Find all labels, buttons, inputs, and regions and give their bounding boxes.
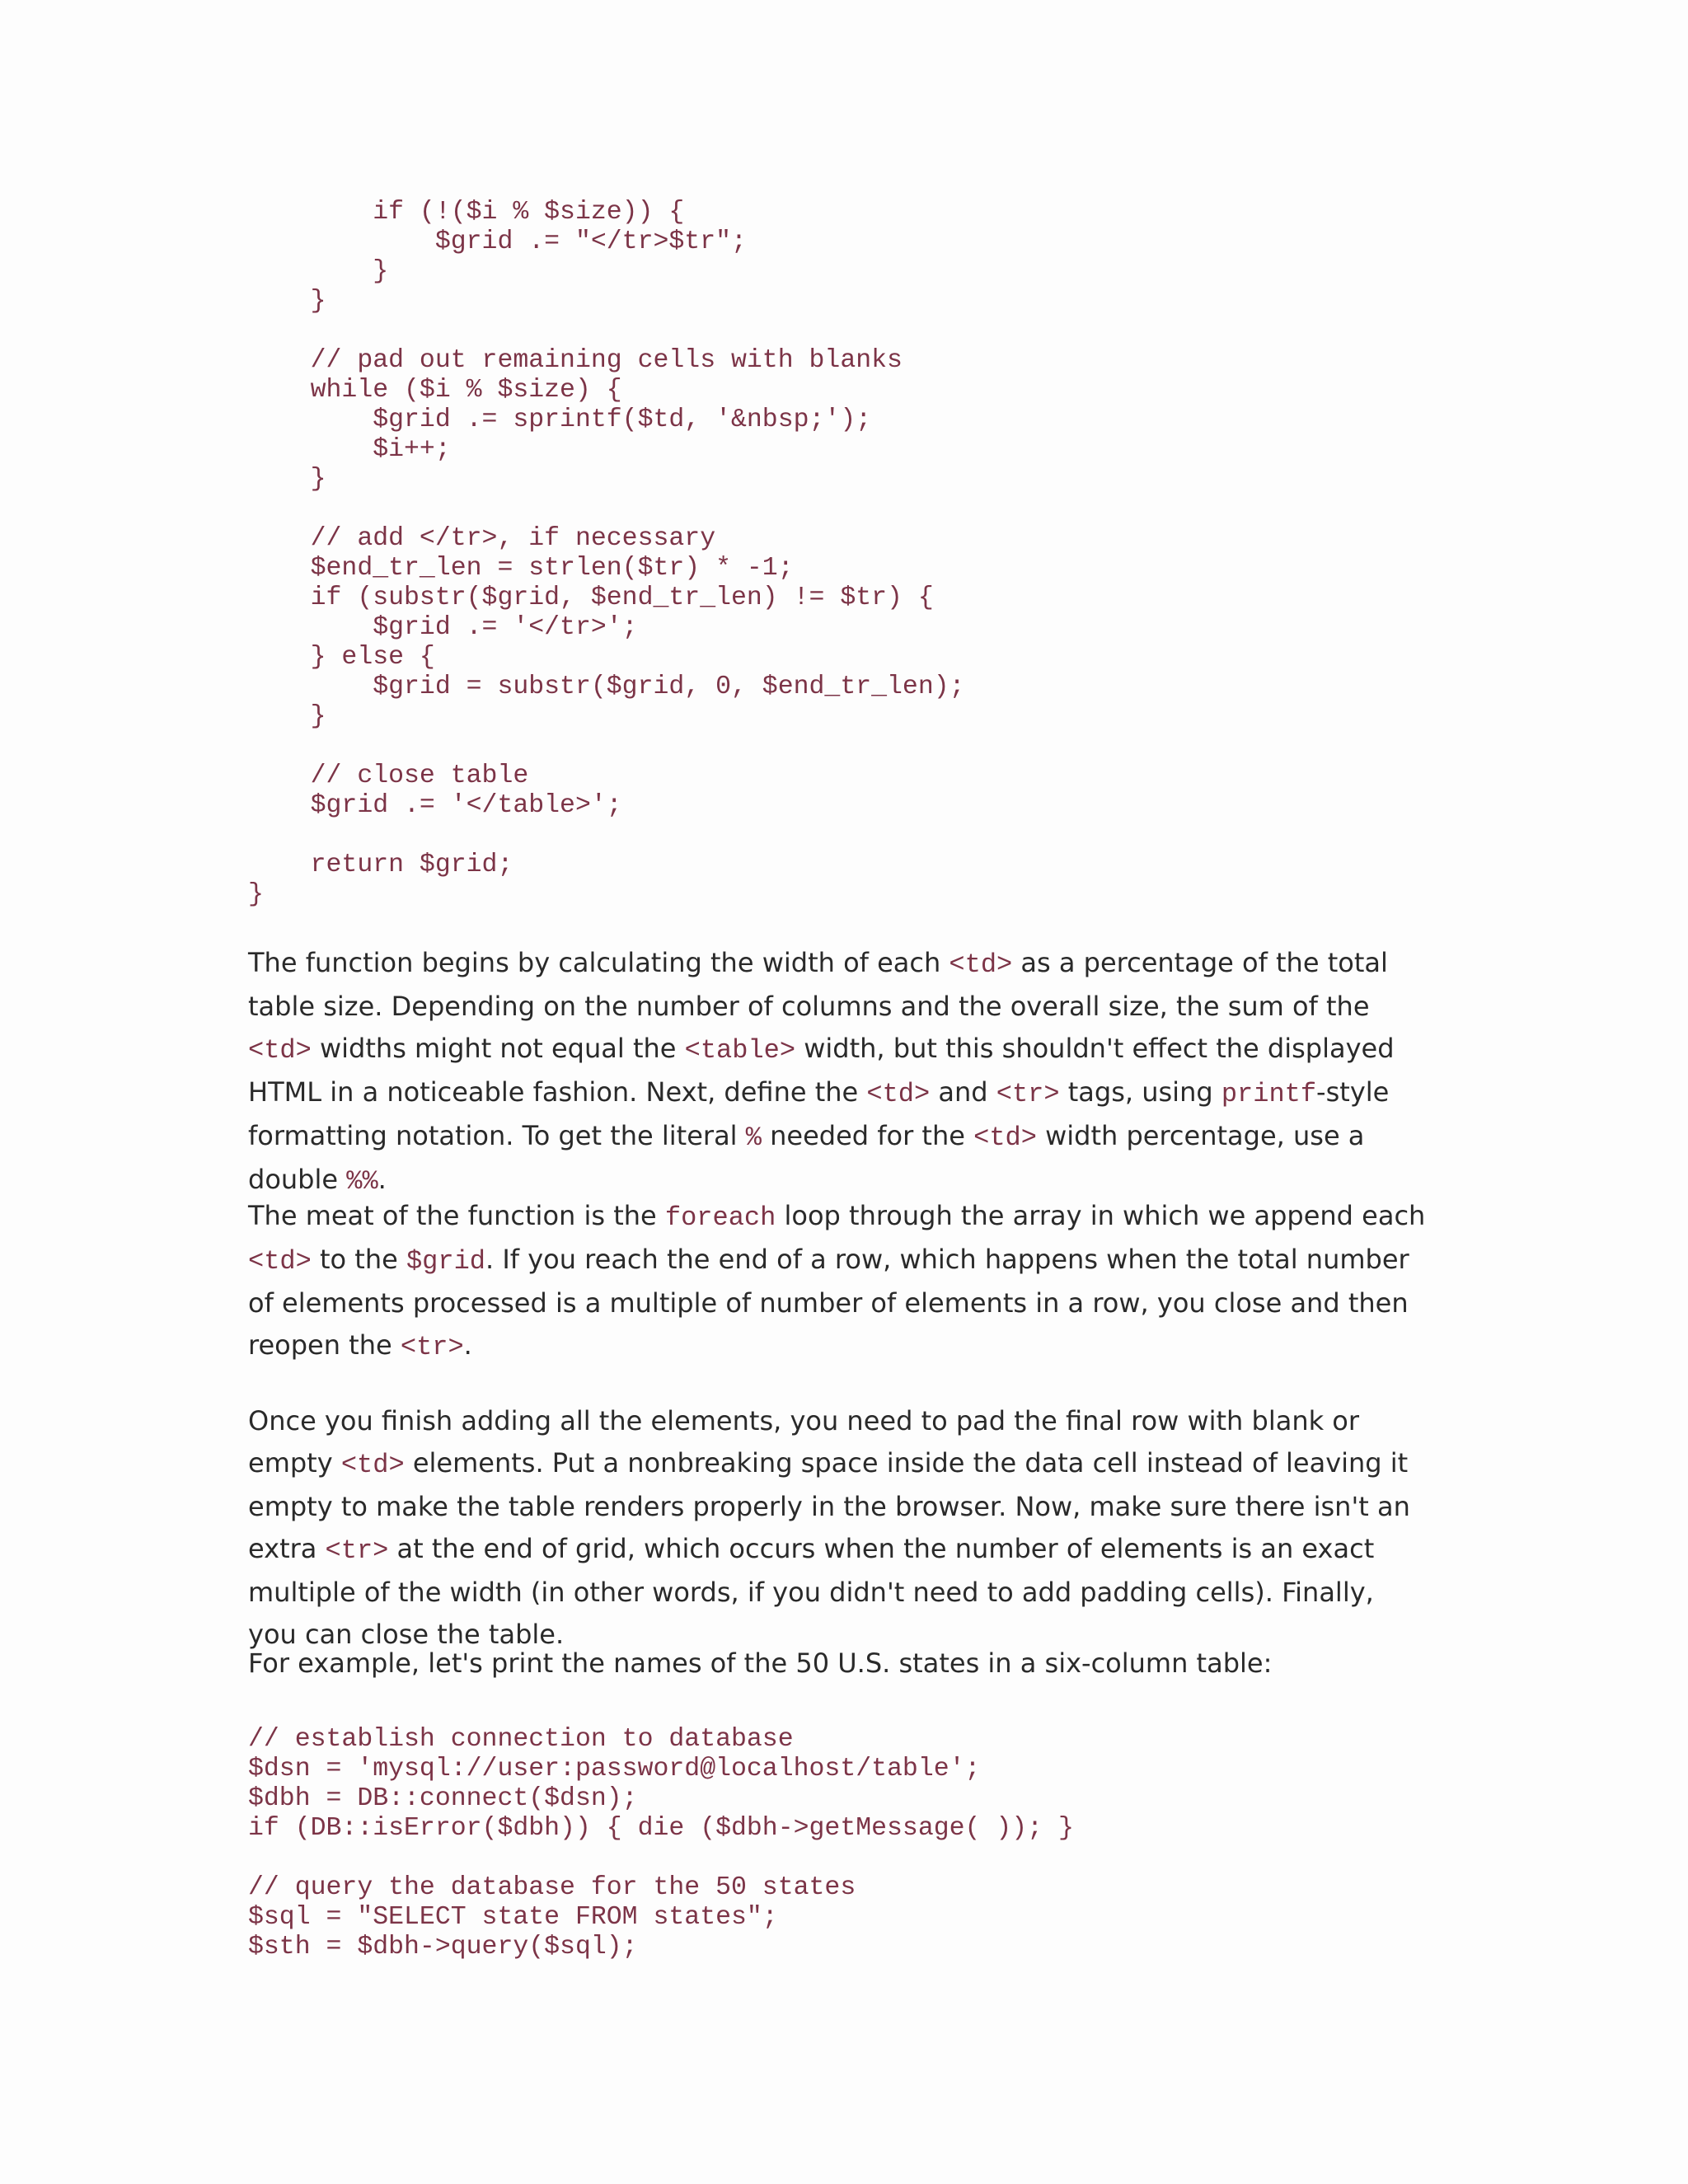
code-line: // pad out remaining cells with blanks — [248, 346, 903, 375]
inline-code: <tr> — [400, 1332, 464, 1362]
text: needed for the — [761, 1120, 974, 1151]
text: and — [930, 1076, 996, 1108]
inline-code: <td> — [949, 949, 1013, 980]
code-block-grid-function — [248, 198, 965, 910]
inline-code: % — [745, 1122, 762, 1153]
paragraph-padding-cells — [248, 1400, 1427, 1656]
paragraph-foreach-loop — [248, 1195, 1427, 1368]
paragraph-example-intro: For example, let's print the names of the 50 U.S. states in a six-column table: — [248, 1647, 1273, 1679]
code-line: } — [248, 880, 264, 909]
code-line — [248, 732, 965, 762]
code-line: // query the database for the 50 states — [248, 1873, 856, 1902]
code-line: // establish connection to database — [248, 1725, 794, 1754]
code-line — [248, 1844, 1074, 1873]
paragraph-td-width — [248, 942, 1427, 1202]
code-line — [248, 316, 965, 346]
code-line: $grid .= '</table>'; — [248, 791, 622, 820]
code-line: while ($i % $size) { — [248, 376, 622, 405]
inline-code: <td> — [340, 1450, 405, 1480]
code-line: } — [248, 257, 389, 286]
inline-code: <tr> — [325, 1535, 389, 1566]
code-line: $grid .= '</tr>'; — [248, 613, 638, 642]
inline-code: printf — [1221, 1079, 1317, 1109]
body-text — [248, 942, 1427, 1202]
code-line: $grid .= "</tr>$tr"; — [248, 227, 747, 256]
body-text — [248, 1400, 1427, 1656]
code-line — [248, 821, 965, 851]
text: tags, using — [1059, 1076, 1221, 1108]
code-line: $i++; — [248, 435, 451, 464]
text: elements. Put a nonbreaking space inside the data cell instead of leaving it empty to make the table renders properly in the browser. Now, make sure there isn't an extra — [248, 1447, 1410, 1564]
inline-code: <td> — [866, 1079, 931, 1109]
code-line: // close table — [248, 762, 529, 790]
inline-code: $grid — [406, 1246, 485, 1277]
text: at the end of grid, which occurs when the number of elements is an exact multiple of the width (in other words, if you didn't need to add padding cells). Finally, you can close the table. — [248, 1533, 1375, 1650]
code-block-database-query — [248, 1725, 1074, 1962]
code-line — [248, 494, 965, 524]
inline-code: <table> — [684, 1035, 796, 1066]
body-text — [248, 1643, 1427, 1685]
text: The function begins by calculating the width of each — [248, 947, 950, 978]
text: loop through the array in which we append each — [776, 1200, 1426, 1231]
inline-code: %% — [346, 1166, 378, 1197]
text: to the — [311, 1244, 406, 1275]
code-line: } — [248, 287, 326, 316]
inline-code: <td> — [248, 1035, 312, 1066]
code-line: $dbh = DB::connect($dsn); — [248, 1784, 638, 1813]
text: . If you reach the end of a row, which happens when the total number of elements processed is a multiple of number of elements in a row, you close and then reopen the — [248, 1244, 1409, 1361]
code-line: } — [248, 465, 326, 494]
text: widths might not equal the — [311, 1033, 685, 1064]
code-line: return $grid; — [248, 851, 513, 879]
code-line: if (!($i % $size)) { — [248, 198, 685, 227]
text: . — [463, 1329, 472, 1361]
inline-code: <td> — [973, 1122, 1037, 1153]
inline-code: <tr> — [996, 1079, 1060, 1109]
code-line: } — [248, 702, 326, 731]
text: The meat of the function is the — [248, 1200, 665, 1231]
text: -style formatting notation. To get the literal — [248, 1076, 1390, 1151]
code-line: $grid .= sprintf($td, '&nbsp;'); — [248, 405, 872, 434]
code-line: $end_tr_len = strlen($tr) * -1; — [248, 554, 794, 583]
text: width percentage, use a double — [248, 1120, 1365, 1195]
code-line: $sql = "SELECT state FROM states"; — [248, 1903, 778, 1932]
code-line: if (DB::isError($dbh)) { die ($dbh->getMessage( )); } — [248, 1814, 1074, 1843]
text: Once you finish adding all the elements, you need to pad the final row with blank or empty — [248, 1405, 1360, 1479]
code-line: // add </tr>, if necessary — [248, 524, 716, 553]
body-text — [248, 1195, 1427, 1368]
inline-code: foreach — [664, 1202, 776, 1233]
text: as a percentage of the total table size. Depending on the number of columns and the overall size, the sum of the — [248, 947, 1388, 1022]
code-line: $dsn = 'mysql://user:password@localhost/table'; — [248, 1755, 981, 1783]
code-line: if (substr($grid, $end_tr_len) != $tr) { — [248, 583, 934, 612]
code-line: $sth = $dbh->query($sql); — [248, 1933, 638, 1961]
text: . — [377, 1164, 387, 1195]
text: width, but this shouldn't effect the displayed HTML in a noticeable fashion. Next, define the — [248, 1033, 1395, 1108]
code-line: $grid = substr($grid, 0, $end_tr_len); — [248, 673, 965, 701]
code-line: } else { — [248, 643, 435, 672]
inline-code: <td> — [248, 1246, 312, 1277]
